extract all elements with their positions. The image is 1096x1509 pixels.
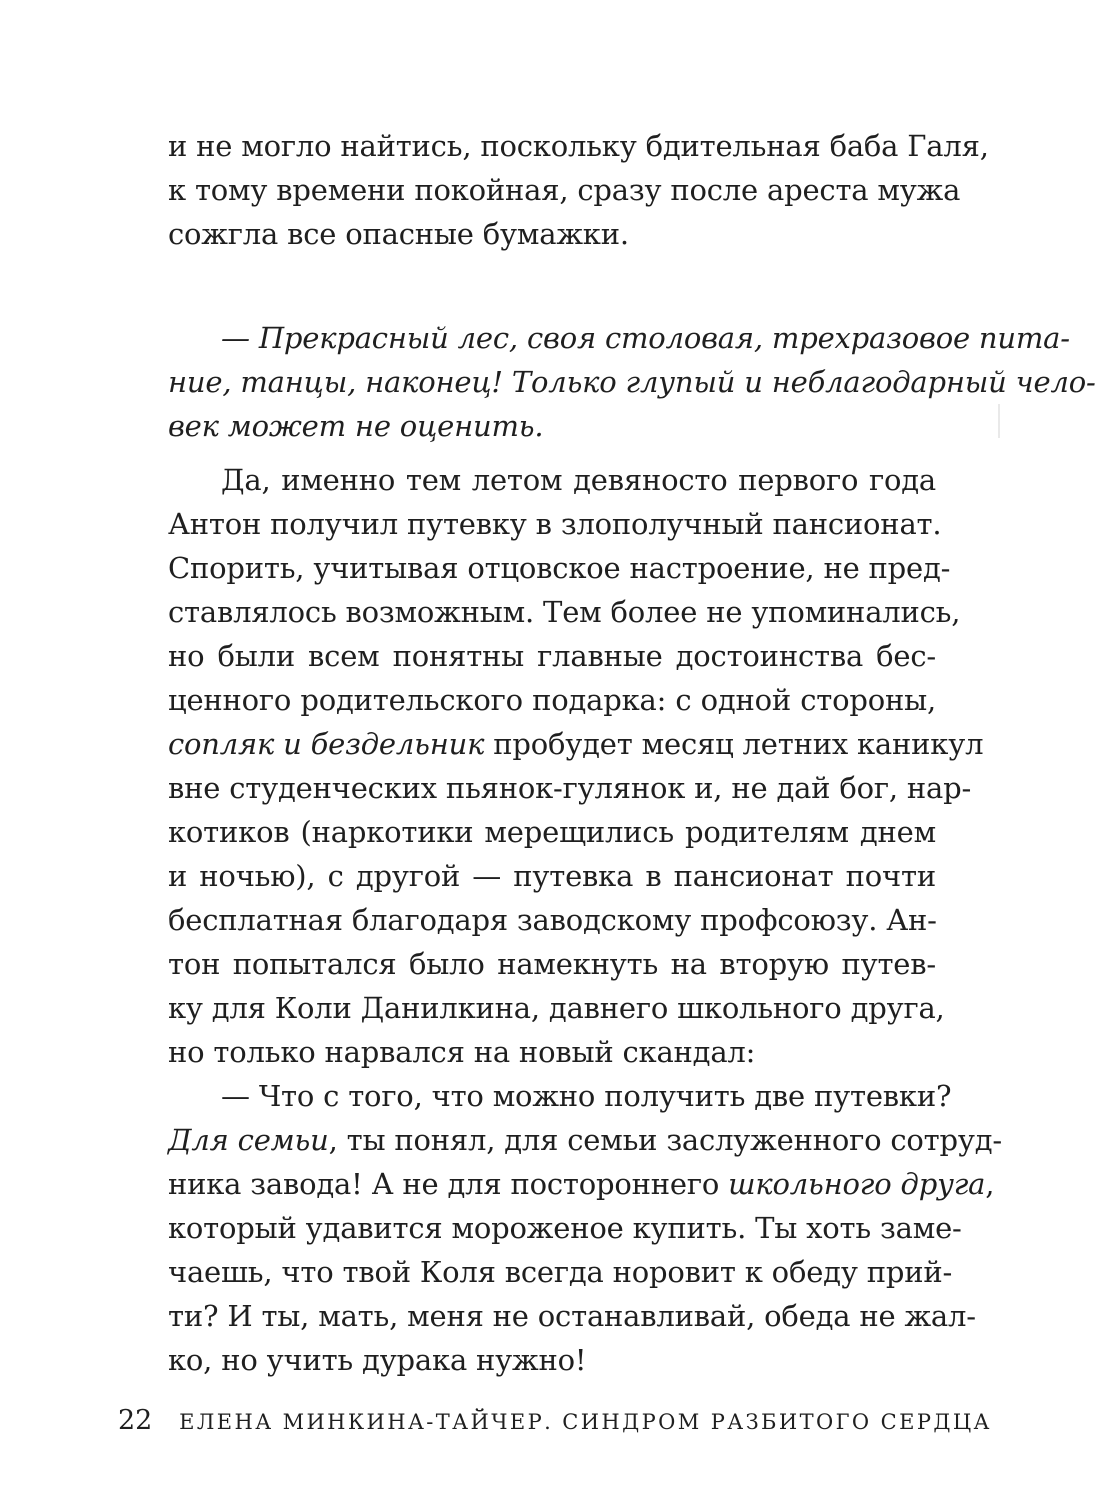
italic-phrase: сопляк и бездельник <box>168 727 485 761</box>
text-line: тон попытался было намекнуть на вторую путев- <box>168 947 936 981</box>
scan-edge-mark <box>998 404 1000 438</box>
text-line: но только нарвался на новый скандал: <box>168 1035 756 1069</box>
text-line <box>168 1118 1003 1162</box>
text-run: , <box>985 1167 995 1201</box>
text-line: Да, именно тем летом девяносто первого года <box>221 463 936 497</box>
text-line: ко, но учить дурака нужно! <box>168 1343 587 1377</box>
text-line: и не могло найтись, поскольку бдительная баба Галя, <box>168 129 989 163</box>
italic-phrase: Для семьи <box>168 1123 329 1157</box>
text-line: ценного родительского подарка: с одной стороны, <box>168 683 936 717</box>
text-line: ставлялось возможным. Тем более не упоминались, <box>168 595 961 629</box>
text-line: Антон получил путевку в злополучный пансионат. <box>168 507 942 541</box>
text-run: , ты понял, для семьи заслуженного сотруд- <box>328 1123 1003 1157</box>
text-line: и ночью), с другой — путевка в пансионат почти <box>168 859 936 893</box>
text-line <box>168 1162 995 1206</box>
text-line: но были всем понятны главные достоинства бес- <box>168 639 936 673</box>
italic-phrase: школьного друга <box>728 1167 986 1201</box>
quote-line: век может не оценить. <box>168 409 544 443</box>
page-number: 22 <box>118 1405 153 1436</box>
quote-line: — Прекрасный лес, своя столовая, трехразовое пита- <box>221 321 1070 355</box>
paragraph-2 <box>168 458 984 1074</box>
text-line: сожгла все опасные бумажки. <box>168 217 629 251</box>
text-line: ку для Коли Данилкина, давнего школьного друга, <box>168 991 945 1025</box>
text-line: ти? И ты, мать, меня не останавливай, обеда не жал- <box>168 1299 976 1333</box>
text-line: чаешь, что твой Коля всегда норовит к обеду прий- <box>168 1255 953 1289</box>
text-line: к тому времени покойная, сразу после ареста мужа <box>168 173 961 207</box>
paragraph-1 <box>168 124 989 256</box>
text-line: Спорить, учитывая отцовское настроение, не пред- <box>168 551 951 585</box>
text-line: который удавится мороженое купить. Ты хоть заме- <box>168 1211 962 1245</box>
text-run: ника завода! А не для постороннего <box>168 1167 729 1201</box>
quote-line: ние, танцы, наконец! Только глупый и неблагодарный чело- <box>168 365 1096 399</box>
text-line: вне студенческих пьянок-гулянок и, не дай бог, нар- <box>168 771 972 805</box>
epigraph-quote <box>168 316 1096 448</box>
page-body <box>168 124 1096 1382</box>
text-run: пробудет месяц летних каникул <box>484 727 984 761</box>
paragraph-3 <box>168 1074 1003 1382</box>
text-line: котиков (наркотики мерещились родителям днем <box>168 815 936 849</box>
paragraph-gap <box>168 448 936 458</box>
section-gap <box>168 256 936 316</box>
text-line: бесплатная благодаря заводскому профсоюзу. Ан- <box>168 903 937 937</box>
page-footer <box>118 1405 992 1445</box>
text-line: — Что с того, что можно получить две путевки? <box>221 1079 952 1113</box>
text-line <box>168 722 984 766</box>
running-head: ЕЛЕНА МИНКИНА-ТАЙЧЕР. СИНДРОМ РАЗБИТОГО СЕРДЦА <box>179 1410 992 1434</box>
